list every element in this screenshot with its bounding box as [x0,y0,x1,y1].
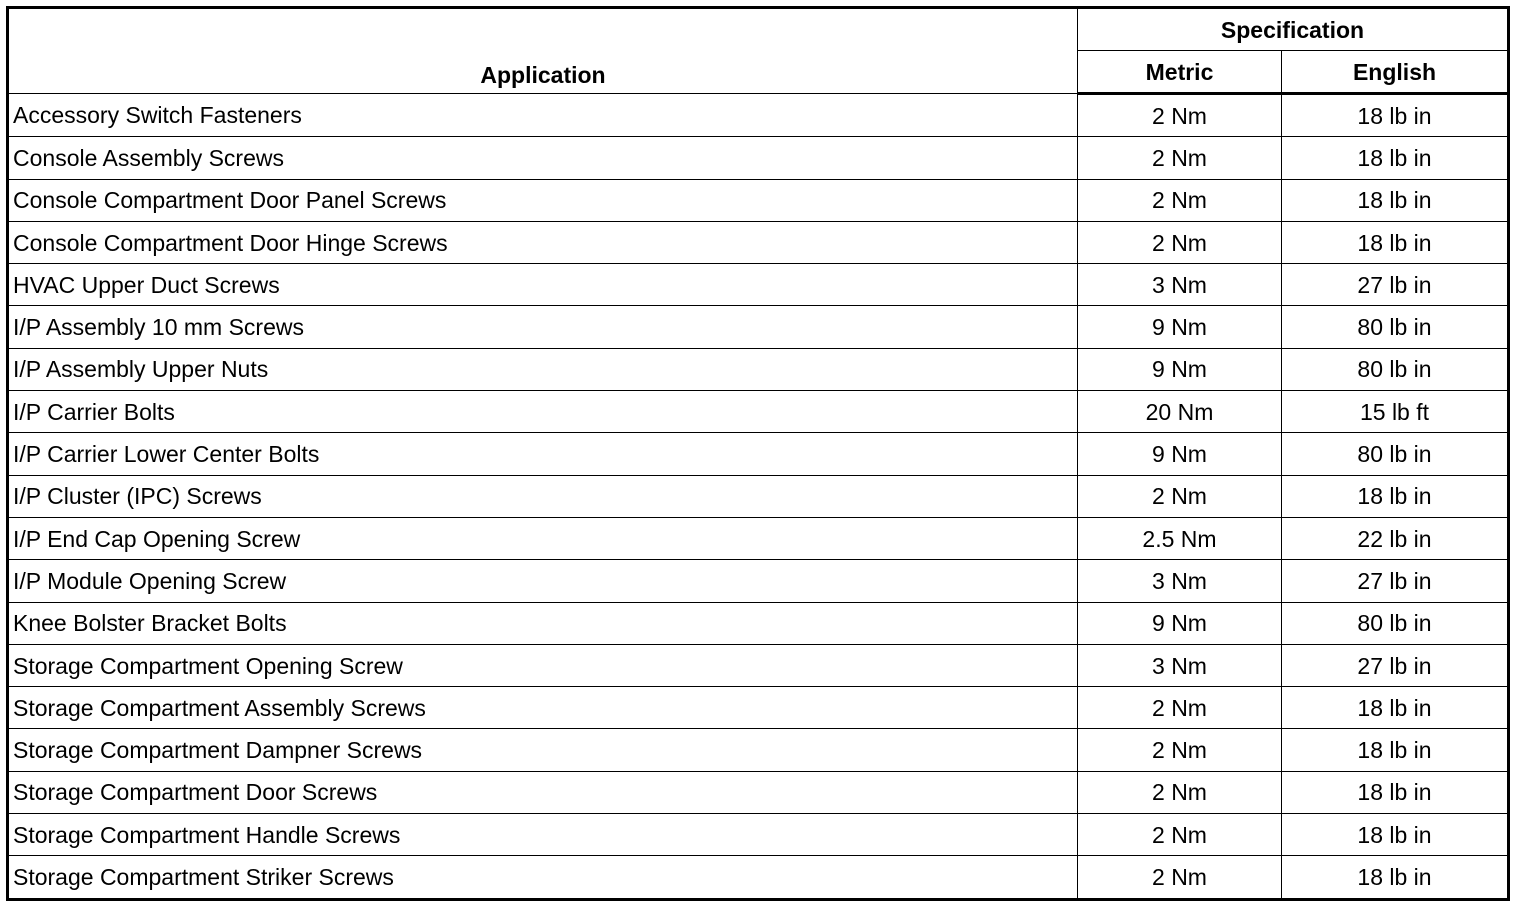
specification-group-header: Specification [1078,8,1509,51]
table-body [8,94,1509,900]
table-row [8,771,1509,813]
metric-column-header: Metric [1078,51,1282,94]
table-row [8,137,1509,179]
metric-value-cell: 2 Nm [1078,687,1282,729]
metric-value-cell: 9 Nm [1078,602,1282,644]
application-cell: Console Compartment Door Panel Screws [8,179,1078,221]
application-cell: Console Assembly Screws [8,137,1078,179]
english-value-cell: 18 lb in [1282,856,1509,899]
application-cell: Accessory Switch Fasteners [8,94,1078,137]
metric-value-cell: 2 Nm [1078,729,1282,771]
table-row [8,602,1509,644]
table-row [8,306,1509,348]
metric-value-cell: 20 Nm [1078,391,1282,433]
metric-value-cell: 2.5 Nm [1078,517,1282,559]
table-row [8,475,1509,517]
metric-value-cell: 2 Nm [1078,137,1282,179]
english-value-cell: 18 lb in [1282,179,1509,221]
application-cell: Storage Compartment Opening Screw [8,644,1078,686]
english-value-cell: 18 lb in [1282,137,1509,179]
application-cell: I/P Module Opening Screw [8,560,1078,602]
application-cell: I/P Assembly 10 mm Screws [8,306,1078,348]
table-row [8,856,1509,899]
table-row [8,94,1509,137]
table-row [8,814,1509,856]
metric-value-cell: 9 Nm [1078,433,1282,475]
metric-value-cell: 2 Nm [1078,814,1282,856]
application-cell: I/P Carrier Bolts [8,391,1078,433]
english-value-cell: 18 lb in [1282,771,1509,813]
application-cell: Knee Bolster Bracket Bolts [8,602,1078,644]
metric-value-cell: 2 Nm [1078,856,1282,899]
table-row [8,729,1509,771]
table-row [8,517,1509,559]
metric-value-cell: 3 Nm [1078,560,1282,602]
metric-value-cell: 3 Nm [1078,264,1282,306]
metric-value-cell: 9 Nm [1078,306,1282,348]
metric-value-cell: 2 Nm [1078,94,1282,137]
application-cell: I/P Cluster (IPC) Screws [8,475,1078,517]
application-cell: HVAC Upper Duct Screws [8,264,1078,306]
application-cell: Storage Compartment Door Screws [8,771,1078,813]
application-cell: Console Compartment Door Hinge Screws [8,221,1078,263]
english-value-cell: 80 lb in [1282,348,1509,390]
metric-value-cell: 2 Nm [1078,771,1282,813]
table-row [8,179,1509,221]
fastener-specification-table [6,6,1510,901]
english-value-cell: 22 lb in [1282,517,1509,559]
english-value-cell: 18 lb in [1282,94,1509,137]
english-value-cell: 18 lb in [1282,475,1509,517]
table-row [8,644,1509,686]
application-column-header: Application [8,8,1078,94]
table-row [8,687,1509,729]
english-value-cell: 18 lb in [1282,687,1509,729]
english-value-cell: 18 lb in [1282,221,1509,263]
application-cell: Storage Compartment Assembly Screws [8,687,1078,729]
metric-value-cell: 2 Nm [1078,179,1282,221]
english-value-cell: 80 lb in [1282,602,1509,644]
table-row [8,433,1509,475]
metric-value-cell: 3 Nm [1078,644,1282,686]
application-cell: I/P Carrier Lower Center Bolts [8,433,1078,475]
english-value-cell: 18 lb in [1282,729,1509,771]
table-row [8,560,1509,602]
header-row-top [8,8,1509,51]
metric-value-cell: 2 Nm [1078,221,1282,263]
metric-value-cell: 2 Nm [1078,475,1282,517]
application-cell: Storage Compartment Dampner Screws [8,729,1078,771]
table-row [8,221,1509,263]
english-value-cell: 27 lb in [1282,644,1509,686]
english-value-cell: 18 lb in [1282,814,1509,856]
metric-value-cell: 9 Nm [1078,348,1282,390]
table-row [8,391,1509,433]
table-row [8,348,1509,390]
english-value-cell: 80 lb in [1282,306,1509,348]
application-cell: Storage Compartment Striker Screws [8,856,1078,899]
application-cell: Storage Compartment Handle Screws [8,814,1078,856]
english-column-header: English [1282,51,1509,94]
application-cell: I/P End Cap Opening Screw [8,517,1078,559]
english-value-cell: 80 lb in [1282,433,1509,475]
application-cell: I/P Assembly Upper Nuts [8,348,1078,390]
table-header [8,8,1509,94]
english-value-cell: 15 lb ft [1282,391,1509,433]
table-row [8,264,1509,306]
english-value-cell: 27 lb in [1282,264,1509,306]
english-value-cell: 27 lb in [1282,560,1509,602]
